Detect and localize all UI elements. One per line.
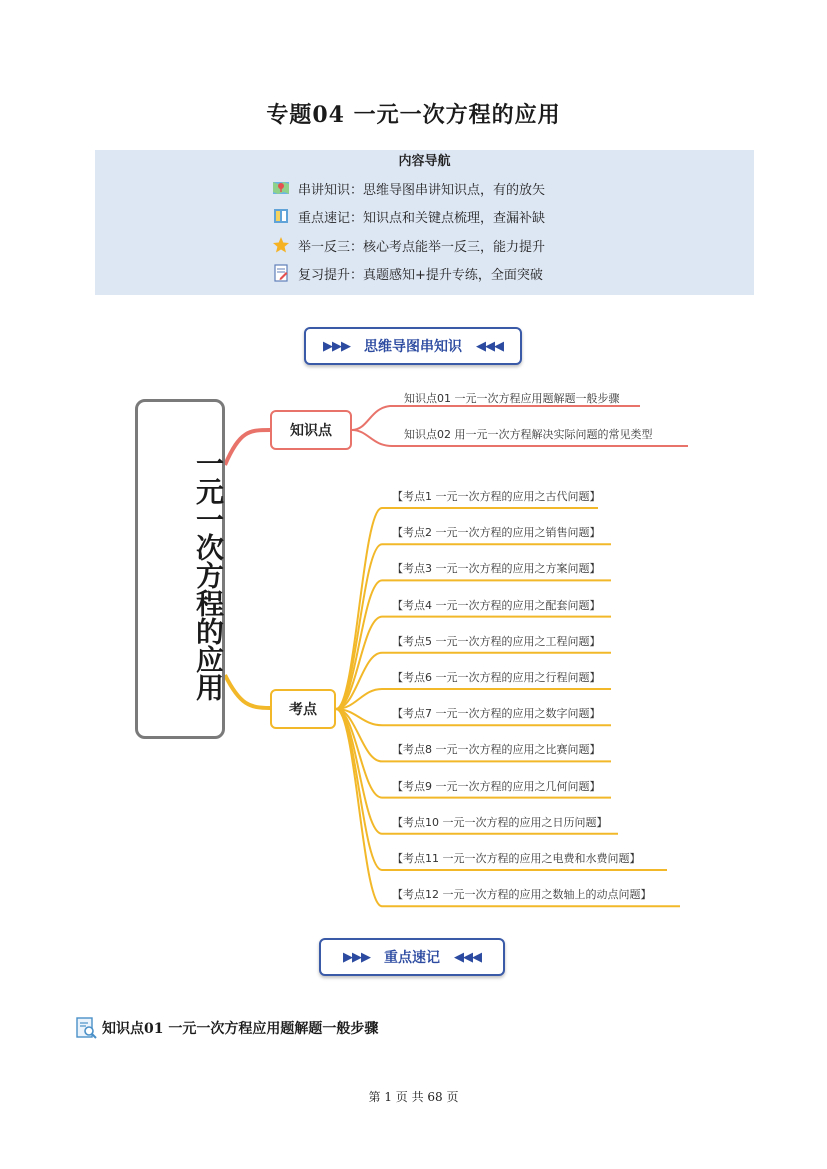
nav-item-label: 串讲知识：思维导图串讲知识点，有的放矢	[298, 182, 546, 198]
map-icon	[272, 179, 290, 197]
exam-item: 【考点2 一元一次方程的应用之销售问题】	[392, 526, 601, 540]
exam-branch-label: 考点	[289, 702, 317, 718]
triple-right-arrow-icon: ▶▶▶	[323, 338, 350, 354]
exam-item: 【考点8 一元一次方程的应用之比赛问题】	[392, 743, 601, 757]
knowledge-branch-label: 知识点	[290, 423, 332, 439]
nav-item-improve	[272, 262, 543, 284]
content-nav-heading: 内容导航	[398, 154, 451, 169]
exam-item: 【考点12 一元一次方程的应用之数轴上的动点问题】	[392, 888, 652, 902]
knowledge-item: 知识点01 一元一次方程应用题解题一般步骤	[404, 392, 620, 405]
keypoints-banner	[319, 938, 505, 976]
exam-branch	[270, 689, 336, 729]
exam-item: 【考点4 一元一次方程的应用之配套问题】	[392, 598, 601, 612]
page-title: 专题04 一元一次方程的应用	[266, 102, 561, 128]
exam-item: 【考点3 一元一次方程的应用之方案问题】	[392, 562, 601, 576]
banner-label: 重点速记	[384, 950, 440, 966]
knowledge-item: 知识点02 用一元一次方程解决实际问题的常见类型	[404, 428, 653, 441]
nav-item-review	[272, 177, 545, 199]
book-icon	[272, 207, 290, 225]
exam-item: 【考点6 一元一次方程的应用之行程问题】	[392, 671, 601, 684]
knowledge-branch	[270, 410, 352, 450]
triple-right-arrow-icon: ▶▶▶	[343, 949, 370, 965]
page-footer: 第 1 页 共 68 页	[368, 1090, 459, 1104]
exam-item: 【考点7 一元一次方程的应用之数字问题】	[392, 707, 601, 721]
nav-item-label: 举一反三：核心考点能举一反三，能力提升	[298, 239, 546, 255]
star-icon	[272, 236, 290, 254]
nav-item-label: 复习提升：真题感知+提升专练，全面突破	[298, 267, 543, 283]
nav-item-keypoints	[272, 205, 545, 227]
exam-connector	[336, 617, 611, 709]
exam-connector	[336, 709, 680, 906]
mindmap-root-label: 一元一次方程的应用	[192, 449, 225, 701]
exam-item: 【考点10 一元一次方程的应用之日历问题】	[392, 815, 608, 829]
section-heading	[75, 1016, 378, 1040]
nav-item-label: 重点速记：知识点和关键点梳理，查漏补缺	[298, 210, 546, 226]
exam-item: 【考点11 一元一次方程的应用之电费和水费问题】	[392, 852, 641, 865]
edit-doc-icon	[272, 264, 290, 282]
mindmap-connectors	[0, 370, 827, 930]
triple-left-arrow-icon: ◀◀◀	[476, 338, 503, 354]
exam-item: 【考点9 一元一次方程的应用之几何问题】	[392, 779, 601, 793]
section-heading-label: 知识点01 一元一次方程应用题解题一般步骤	[102, 1021, 379, 1037]
exam-item: 【考点1 一元一次方程的应用之古代问题】	[392, 490, 601, 503]
nav-item-practice	[272, 234, 545, 256]
banner-label: 思维导图串知识	[364, 339, 462, 355]
exam-item: 【考点5 一元一次方程的应用之工程问题】	[392, 634, 601, 648]
mindmap-banner	[304, 327, 522, 365]
search-doc-icon	[75, 1016, 99, 1040]
triple-left-arrow-icon: ◀◀◀	[454, 949, 481, 965]
